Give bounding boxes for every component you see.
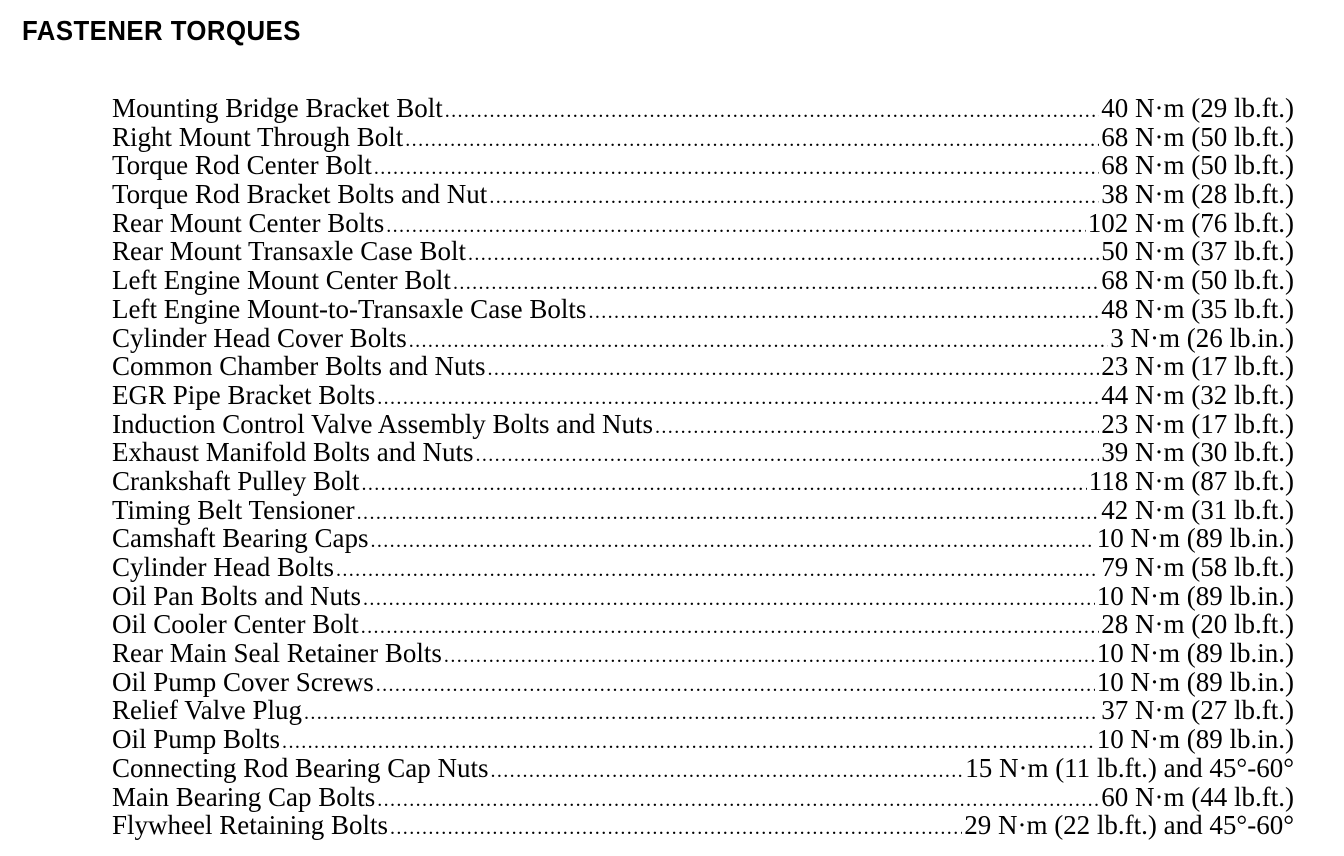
dot-leader <box>655 417 1099 437</box>
spec-row <box>112 237 1294 266</box>
spec-value: 68 N·m (50 lb.ft.) <box>1101 121 1294 152</box>
spec-label: Cylinder Head Cover Bolts <box>112 322 407 353</box>
spec-label: Common Chamber Bolts and Nuts <box>112 351 486 382</box>
spec-label: Induction Control Valve Assembly Bolts and Nuts <box>112 408 653 439</box>
spec-value: 38 N·m (28 lb.ft.) <box>1101 179 1294 210</box>
spec-label: Torque Rod Center Bolt <box>112 150 372 181</box>
spec-row <box>112 524 1294 553</box>
dot-leader <box>282 732 1095 752</box>
spec-value: 28 N·m (20 lb.ft.) <box>1101 609 1294 640</box>
dot-leader <box>489 187 1099 207</box>
spec-label: Left Engine Mount Center Bolt <box>112 265 451 296</box>
spec-row <box>112 668 1294 697</box>
spec-row <box>112 639 1294 668</box>
dot-leader <box>377 388 1099 408</box>
spec-value: 39 N·m (30 lb.ft.) <box>1101 437 1294 468</box>
dot-leader <box>376 675 1095 695</box>
dot-leader <box>468 244 1099 264</box>
page-title: FASTENER TORQUES <box>22 15 301 46</box>
spec-row <box>112 582 1294 611</box>
spec-row <box>112 209 1294 238</box>
spec-value: 42 N·m (31 lb.ft.) <box>1101 494 1294 525</box>
spec-value: 60 N·m (44 lb.ft.) <box>1101 781 1294 812</box>
spec-value: 10 N·m (89 lb.in.) <box>1096 523 1294 554</box>
spec-value: 23 N·m (17 lb.ft.) <box>1101 351 1294 382</box>
dot-leader <box>361 617 1100 637</box>
spec-row <box>112 123 1294 152</box>
spec-row <box>112 295 1294 324</box>
spec-row <box>112 754 1294 783</box>
spec-label: Cylinder Head Bolts <box>112 552 334 582</box>
spec-row <box>112 381 1294 410</box>
dot-leader <box>405 130 1099 150</box>
spec-row <box>112 696 1294 725</box>
spec-label: Oil Cooler Center Bolt <box>112 609 359 640</box>
spec-label: Oil Pump Bolts <box>112 724 281 755</box>
spec-value: 68 N·m (50 lb.ft.) <box>1101 265 1294 296</box>
spec-value: 44 N·m (32 lb.ft.) <box>1101 379 1294 410</box>
dot-leader <box>445 101 1100 121</box>
dot-leader <box>475 445 1099 465</box>
dot-leader <box>357 503 1100 523</box>
torque-spec-list <box>112 94 1294 840</box>
spec-row <box>112 352 1294 381</box>
spec-value: 37 N·m (27 lb.ft.) <box>1101 695 1294 726</box>
dot-leader <box>588 302 1099 322</box>
spec-label: Rear Mount Transaxle Case Bolt <box>112 236 466 267</box>
spec-label: Left Engine Mount-to-Transaxle Case Bolts <box>112 293 587 324</box>
spec-label: Crankshaft Pulley Bolt <box>112 465 360 496</box>
dot-leader <box>488 359 1100 379</box>
dot-leader <box>363 589 1095 609</box>
spec-value: 10 N·m (89 lb.in.) <box>1096 666 1294 697</box>
spec-row <box>112 811 1294 840</box>
spec-label: Flywheel Retaining Bolts <box>112 810 388 841</box>
spec-value: 102 N·m (76 lb.ft.) <box>1087 207 1294 238</box>
spec-label: Rear Mount Center Bolts <box>112 207 385 238</box>
dot-leader <box>336 560 1099 580</box>
dot-leader <box>409 331 1109 351</box>
dot-leader <box>304 703 1099 723</box>
spec-row <box>112 266 1294 295</box>
spec-label: Oil Pump Cover Screws <box>112 666 374 697</box>
spec-label: EGR Pipe Bracket Bolts <box>112 379 376 410</box>
spec-row <box>112 438 1294 467</box>
spec-label: Oil Pan Bolts and Nuts <box>112 580 362 611</box>
spec-value: 10 N·m (89 lb.in.) <box>1096 638 1294 669</box>
dot-leader <box>374 158 1099 178</box>
spec-value: 10 N·m (89 lb.in.) <box>1096 724 1294 755</box>
spec-label: Main Bearing Cap Bolts <box>112 781 376 812</box>
dot-leader <box>386 216 1086 236</box>
spec-label: Torque Rod Bracket Bolts and Nut <box>112 179 488 210</box>
spec-value: 15 N·m (11 lb.ft.) and 45°-60° <box>965 752 1294 783</box>
spec-value: 118 N·m (87 lb.ft.) <box>1088 465 1294 496</box>
spec-label: Mounting Bridge Bracket Bolt <box>112 93 443 123</box>
spec-label: Camshaft Bearing Caps <box>112 523 369 554</box>
spec-row <box>112 324 1294 353</box>
spec-value: 79 N·m (58 lb.ft.) <box>1101 552 1294 582</box>
spec-value: 29 N·m (22 lb.ft.) and 45°-60° <box>964 810 1294 841</box>
spec-value: 23 N·m (17 lb.ft.) <box>1101 408 1294 439</box>
spec-value: 48 N·m (35 lb.ft.) <box>1101 293 1294 324</box>
spec-label: Rear Main Seal Retainer Bolts <box>112 638 442 669</box>
spec-value: 10 N·m (89 lb.in.) <box>1096 580 1294 611</box>
spec-value: 40 N·m (29 lb.ft.) <box>1101 93 1294 123</box>
spec-row <box>112 467 1294 496</box>
spec-row <box>112 410 1294 439</box>
spec-label: Exhaust Manifold Bolts and Nuts <box>112 437 474 468</box>
spec-label: Relief Valve Plug <box>112 695 302 726</box>
dot-leader <box>370 531 1094 551</box>
spec-row <box>112 783 1294 812</box>
spec-row <box>112 496 1294 525</box>
dot-leader <box>453 273 1099 293</box>
dot-leader <box>377 790 1099 810</box>
spec-label: Right Mount Through Bolt <box>112 121 404 152</box>
dot-leader <box>361 474 1086 494</box>
spec-row <box>112 94 1294 123</box>
dot-leader <box>490 761 963 781</box>
spec-row <box>112 553 1294 582</box>
dot-leader <box>444 646 1095 666</box>
spec-row <box>112 151 1294 180</box>
spec-value: 3 N·m (26 lb.in.) <box>1110 322 1294 353</box>
spec-label: Connecting Rod Bearing Cap Nuts <box>112 752 489 783</box>
spec-row <box>112 610 1294 639</box>
spec-value: 50 N·m (37 lb.ft.) <box>1101 236 1294 267</box>
dot-leader <box>390 818 962 838</box>
spec-value: 68 N·m (50 lb.ft.) <box>1101 150 1294 181</box>
spec-row <box>112 180 1294 209</box>
spec-label: Timing Belt Tensioner <box>112 494 355 525</box>
spec-row <box>112 725 1294 754</box>
